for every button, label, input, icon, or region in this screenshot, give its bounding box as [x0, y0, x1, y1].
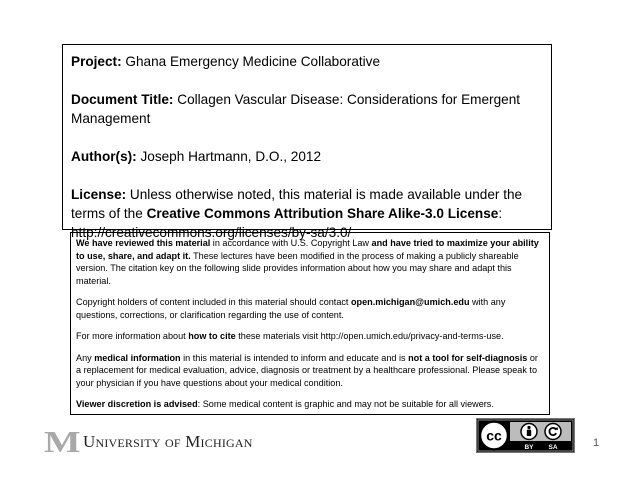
- university-of-michigan-logo: [44, 424, 264, 459]
- license-label: License:: [71, 187, 127, 202]
- page-number: 1: [593, 437, 600, 449]
- review-paragraph: [76, 237, 544, 287]
- lectures-text: These lectures have been modified in the process of making a publicly shareable version. The citation key on the following slide provides information about how you may share and adapt this material.: [76, 250, 519, 286]
- discretion-bold: Viewer discretion is advised: [76, 399, 198, 409]
- cc-sa-label: SA: [548, 444, 558, 451]
- discretion-paragraph: [76, 398, 544, 411]
- document-title-label: Document Title:: [71, 92, 174, 107]
- block-m-logo: M: [44, 424, 81, 459]
- project-value: Ghana Emergency Medicine Collaborative: [121, 54, 381, 69]
- project-line: [71, 52, 543, 71]
- cc-by-label: BY: [524, 444, 534, 451]
- document-info-box: [62, 44, 552, 240]
- contact-email: open.michigan@umich.edu: [351, 297, 470, 307]
- share-alike-icon: [545, 424, 561, 440]
- medical-info-bold: medical information: [94, 352, 181, 363]
- cite-bold: how to cite: [188, 331, 236, 341]
- cc-label: cc: [486, 427, 502, 444]
- author-label: Author(s):: [71, 149, 137, 164]
- creative-commons-icon: [480, 422, 508, 450]
- cite-paragraph: [76, 330, 544, 343]
- license-url: : http://creativecommons.org/licenses/by-sa/3.0/: [71, 206, 503, 240]
- license-text: Unless otherwise noted, this material is made available under the terms of the: [71, 187, 523, 221]
- maximize-bold: and have tried to maximize your ability to use, share, and adapt it.: [76, 238, 539, 261]
- document-title-value: Collagen Vascular Disease: Considerations for Emergent Management: [71, 92, 521, 126]
- medical-text-end: or a replacement for medical evaluation, advice, diagnosis or treatment by a healthcare professional. Please speak to your physician if you have questions about your medical condition.: [76, 352, 538, 388]
- author-value: Joseph Hartmann, D.O., 2012: [136, 149, 322, 164]
- medical-text-mid: in this material is intended to inform and educate and is: [180, 352, 409, 363]
- medical-paragraph: [76, 352, 544, 390]
- author-line: [71, 147, 543, 166]
- contact-text: Copyright holders of content included in this material should contact: [76, 297, 351, 307]
- cite-text: For more information about: [76, 331, 189, 341]
- contact-text-end: with any questions, corrections, or clarification regarding the use of content.: [76, 297, 506, 320]
- contact-paragraph: [76, 296, 544, 321]
- document-title-line: [71, 90, 543, 128]
- project-label: Project:: [71, 54, 122, 69]
- self-diagnosis-bold: not a tool for self-diagnosis: [408, 352, 528, 363]
- medical-text-start: Any: [76, 352, 95, 363]
- cc-by-sa-badge: [476, 418, 575, 453]
- license-name: Creative Commons Attribution Share Alike-3.0 License: [146, 206, 499, 221]
- copyright-notice-box: [70, 232, 550, 415]
- university-name: University of Michigan: [83, 432, 253, 451]
- cite-url-text: these materials visit http://open.umich.edu/privacy-and-terms-use.: [235, 331, 504, 341]
- review-text: in accordance with U.S. Copyright Law: [210, 238, 372, 248]
- attribution-icon: [521, 424, 537, 440]
- discretion-text: : Some medical content is graphic and may not be suitable for all viewers.: [197, 399, 494, 409]
- review-bold: We have reviewed this material: [76, 238, 211, 248]
